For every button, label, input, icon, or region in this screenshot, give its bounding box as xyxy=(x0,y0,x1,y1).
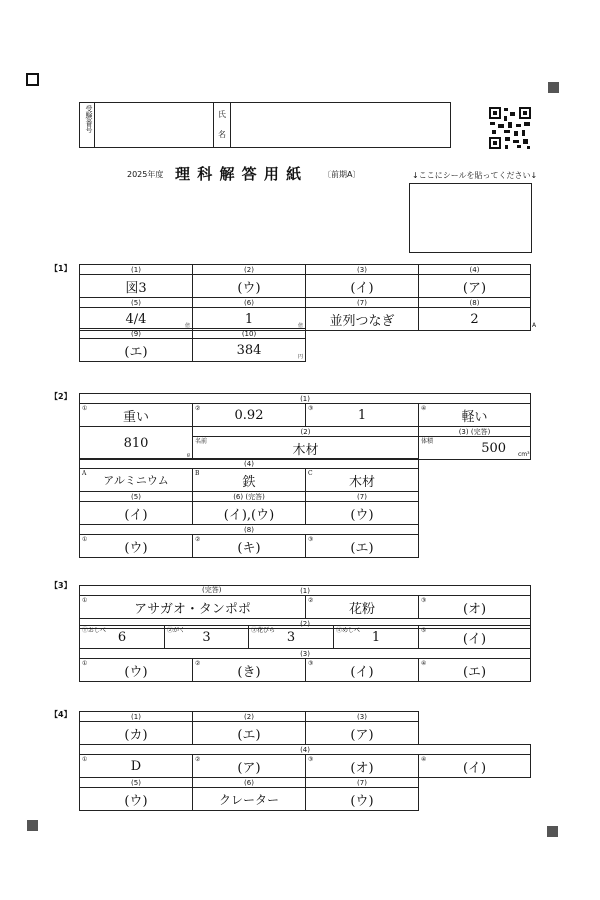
item-number: ① xyxy=(82,756,88,763)
field-label: 名前 xyxy=(195,438,208,445)
note: (完答) xyxy=(470,427,491,436)
answer-cell xyxy=(193,502,306,525)
item-label: ③花びら xyxy=(251,627,276,634)
cell-header xyxy=(193,492,306,502)
sticker-note: ↓ここにシールを貼ってください↓ xyxy=(412,171,538,180)
answer-text: (キ) xyxy=(237,540,261,556)
answer-cell xyxy=(306,535,419,558)
answer-text: 鉄 xyxy=(242,474,256,490)
item-number: ① xyxy=(82,660,88,667)
item-number: ④ xyxy=(421,660,427,667)
unit-label: 倍 xyxy=(297,323,303,329)
item-number: ② xyxy=(195,405,201,412)
answer-cell xyxy=(306,275,419,298)
answer-cell xyxy=(80,755,193,778)
answer-text: 6 xyxy=(117,629,127,645)
answer-text: (オ) xyxy=(350,760,374,776)
cell-header: (7) xyxy=(306,492,419,502)
answer-text: 3 xyxy=(286,629,296,645)
exam-number-label: 受験番号 xyxy=(85,105,93,133)
answer-text: 3 xyxy=(202,629,211,645)
cell-header: (8) xyxy=(419,298,531,308)
answer-text: (エ) xyxy=(237,727,261,743)
answer-cell xyxy=(80,626,165,649)
q2-table xyxy=(79,393,531,460)
answer-cell xyxy=(193,535,306,558)
answer-cell xyxy=(249,626,334,649)
answer-text: (イ) xyxy=(124,507,148,523)
q4-table xyxy=(79,711,419,745)
answer-cell xyxy=(193,339,306,362)
cell-header xyxy=(80,586,531,596)
answer-text: (ウ) xyxy=(237,280,261,296)
item-number: ③ xyxy=(308,536,314,543)
answer-cell xyxy=(419,626,531,649)
answer-text: D xyxy=(130,758,142,774)
answer-cell xyxy=(80,404,193,427)
answer-text: 木材 xyxy=(348,474,375,490)
page-title: 理 科 解 答 用 紙 xyxy=(175,165,303,183)
cell-header: (5) xyxy=(80,298,193,308)
answer-text: (カ) xyxy=(124,727,148,743)
cell-header xyxy=(419,427,531,437)
answer-cell xyxy=(80,596,306,619)
q3-table xyxy=(79,585,531,629)
cell-header: (9) xyxy=(80,329,193,339)
answer-cell xyxy=(80,788,193,811)
sticker-box xyxy=(409,183,532,253)
field-label: 体積 xyxy=(421,438,434,445)
answer-text: (イ) xyxy=(350,280,374,296)
exam-number-box xyxy=(79,102,451,148)
note: (完答) xyxy=(245,492,265,501)
item-number: ④ xyxy=(421,756,427,763)
cell-header: (2) xyxy=(193,265,306,275)
corner-mark xyxy=(27,820,38,831)
unit-label: cm³ xyxy=(518,451,530,458)
answer-text: 軽い xyxy=(461,409,488,425)
note: (完答) xyxy=(202,586,222,594)
header-text: (3) xyxy=(458,427,469,436)
cell-header: (3) xyxy=(306,265,419,275)
answer-text: (き) xyxy=(237,664,261,680)
answer-cell xyxy=(306,596,419,619)
answer-text: (ア) xyxy=(462,280,487,296)
answer-cell xyxy=(193,659,306,682)
name-label: 氏 xyxy=(218,110,226,119)
school-year: 2025年度 xyxy=(127,170,164,179)
answer-cell xyxy=(80,275,193,298)
item-letter: B xyxy=(195,470,200,477)
answer-text: 1 xyxy=(357,407,367,423)
q4-table-3 xyxy=(79,777,419,811)
answer-text: (イ),(ウ) xyxy=(223,507,275,523)
answer-cell xyxy=(80,535,193,558)
answer-cell xyxy=(165,626,249,649)
item-number: ② xyxy=(195,536,201,543)
answer-text: (エ) xyxy=(124,344,148,360)
q3-table-2 xyxy=(79,625,531,649)
header-text: (6) xyxy=(233,492,244,501)
cell-header: (3) xyxy=(80,649,531,659)
divider xyxy=(230,103,231,147)
q3-table-3 xyxy=(79,648,531,682)
answer-text: 2 xyxy=(470,311,479,327)
item-number: ③ xyxy=(308,756,314,763)
answer-text: アサガオ・タンポポ xyxy=(134,601,251,617)
unit-label: 倍 xyxy=(184,323,190,329)
answer-text: アルミニウム xyxy=(103,474,169,487)
answer-cell xyxy=(306,755,419,778)
answer-text: (ア) xyxy=(350,727,374,743)
item-label: ⑤ xyxy=(421,627,427,634)
item-number: ② xyxy=(308,597,314,604)
answer-cell xyxy=(80,469,193,492)
item-number: ③ xyxy=(308,405,314,412)
cell-header: (4) xyxy=(419,265,531,275)
cell-header: (4) xyxy=(80,459,419,469)
answer-text: 1 xyxy=(371,629,381,645)
term-label: 〔前期A〕 xyxy=(323,170,361,179)
section-label: 【1】 xyxy=(50,264,72,273)
answer-text: 810 xyxy=(123,435,149,451)
item-label: ①おしべ xyxy=(82,627,107,634)
corner-mark xyxy=(548,82,559,93)
item-number: ① xyxy=(82,597,88,604)
cell-header: (2) xyxy=(80,619,531,629)
cell-header: (4) xyxy=(80,745,531,755)
item-number: ③ xyxy=(421,597,427,604)
item-letter: C xyxy=(308,470,313,477)
section-label: 【4】 xyxy=(50,710,72,719)
answer-text: (ウ) xyxy=(124,664,148,680)
item-number: ① xyxy=(82,405,88,412)
answer-cell xyxy=(306,469,419,492)
answer-cell xyxy=(306,502,419,525)
cell-header: (1) xyxy=(80,394,531,404)
item-number: ② xyxy=(195,660,201,667)
answer-cell xyxy=(80,722,193,745)
answer-text: (エ) xyxy=(462,664,487,680)
answer-cell xyxy=(419,596,531,619)
cell-header: (10) xyxy=(193,329,306,339)
answer-cell xyxy=(419,437,531,460)
answer-text: (ウ) xyxy=(124,540,148,556)
answer-cell xyxy=(419,308,531,331)
cell-header: (1) xyxy=(80,712,193,722)
section-label: 【2】 xyxy=(50,392,72,401)
answer-text: (イ) xyxy=(462,631,487,647)
item-label: ④めしべ xyxy=(336,627,361,634)
cell-header: (3) xyxy=(306,712,419,722)
answer-text: (イ) xyxy=(462,760,487,776)
header-text: (1) xyxy=(300,586,310,595)
answer-cell xyxy=(419,659,531,682)
answer-cell xyxy=(306,659,419,682)
q1-table-b xyxy=(79,328,306,362)
answer-cell xyxy=(193,788,306,811)
cell-header: (5) xyxy=(80,492,193,502)
cell-header: (5) xyxy=(80,778,193,788)
answer-text: クレーター xyxy=(218,792,279,807)
qr-code xyxy=(488,106,532,150)
answer-cell xyxy=(80,427,193,460)
answer-text: (ア) xyxy=(237,760,261,776)
answer-cell xyxy=(193,275,306,298)
answer-cell xyxy=(306,788,419,811)
answer-cell xyxy=(419,755,531,778)
corner-mark xyxy=(26,73,39,86)
answer-cell xyxy=(419,275,531,298)
answer-text: (エ) xyxy=(350,540,374,556)
answer-text: 4/4 xyxy=(125,311,147,327)
cell-header: (2) xyxy=(193,712,306,722)
answer-cell xyxy=(306,308,419,331)
answer-text: 重い xyxy=(122,409,149,425)
answer-cell xyxy=(193,437,419,460)
q1-table xyxy=(79,264,531,331)
item-number: ③ xyxy=(308,660,314,667)
unit-label: g xyxy=(186,452,190,458)
cell-header: (2) xyxy=(193,427,419,437)
answer-cell xyxy=(80,659,193,682)
answer-cell xyxy=(193,755,306,778)
answer-cell xyxy=(306,404,419,427)
item-number: ① xyxy=(82,536,88,543)
answer-cell xyxy=(193,469,306,492)
corner-mark xyxy=(547,826,558,837)
answer-cell xyxy=(334,626,419,649)
item-label: ②がく xyxy=(167,627,186,634)
answer-text: (ウ) xyxy=(124,793,148,809)
answer-text: 図3 xyxy=(125,280,147,296)
answer-text: (オ) xyxy=(462,601,487,617)
answer-text: (ウ) xyxy=(350,793,374,809)
cell-header: (7) xyxy=(306,778,419,788)
divider xyxy=(94,103,95,147)
cell-header: (8) xyxy=(80,525,419,535)
answer-text: 1 xyxy=(244,311,254,327)
answer-cell xyxy=(306,722,419,745)
answer-text: 500 xyxy=(481,440,507,456)
divider xyxy=(213,103,214,147)
answer-cell xyxy=(193,404,306,427)
answer-text: 花粉 xyxy=(348,601,375,617)
q4-table-2 xyxy=(79,744,531,778)
unit-label: A xyxy=(532,322,537,329)
q2-table-b xyxy=(79,458,419,558)
answer-cell xyxy=(193,722,306,745)
answer-text: 384 xyxy=(236,342,262,358)
name-label: 名 xyxy=(218,130,226,139)
answer-cell xyxy=(80,339,193,362)
answer-text: 並列つなぎ xyxy=(329,313,395,329)
section-label: 【3】 xyxy=(50,581,72,590)
cell-header: (7) xyxy=(306,298,419,308)
item-number: ② xyxy=(195,756,201,763)
cell-header: (6) xyxy=(193,298,306,308)
answer-cell xyxy=(80,502,193,525)
cell-header: (6) xyxy=(193,778,306,788)
cell-header: (1) xyxy=(80,265,193,275)
item-letter: A xyxy=(82,470,87,477)
answer-text: 木材 xyxy=(292,442,319,458)
answer-text: (ウ) xyxy=(350,507,374,523)
answer-cell xyxy=(419,404,531,427)
unit-label: 円 xyxy=(297,354,303,360)
answer-text: 0.92 xyxy=(234,407,264,423)
item-number: ④ xyxy=(421,405,427,412)
answer-text: (イ) xyxy=(350,664,374,680)
